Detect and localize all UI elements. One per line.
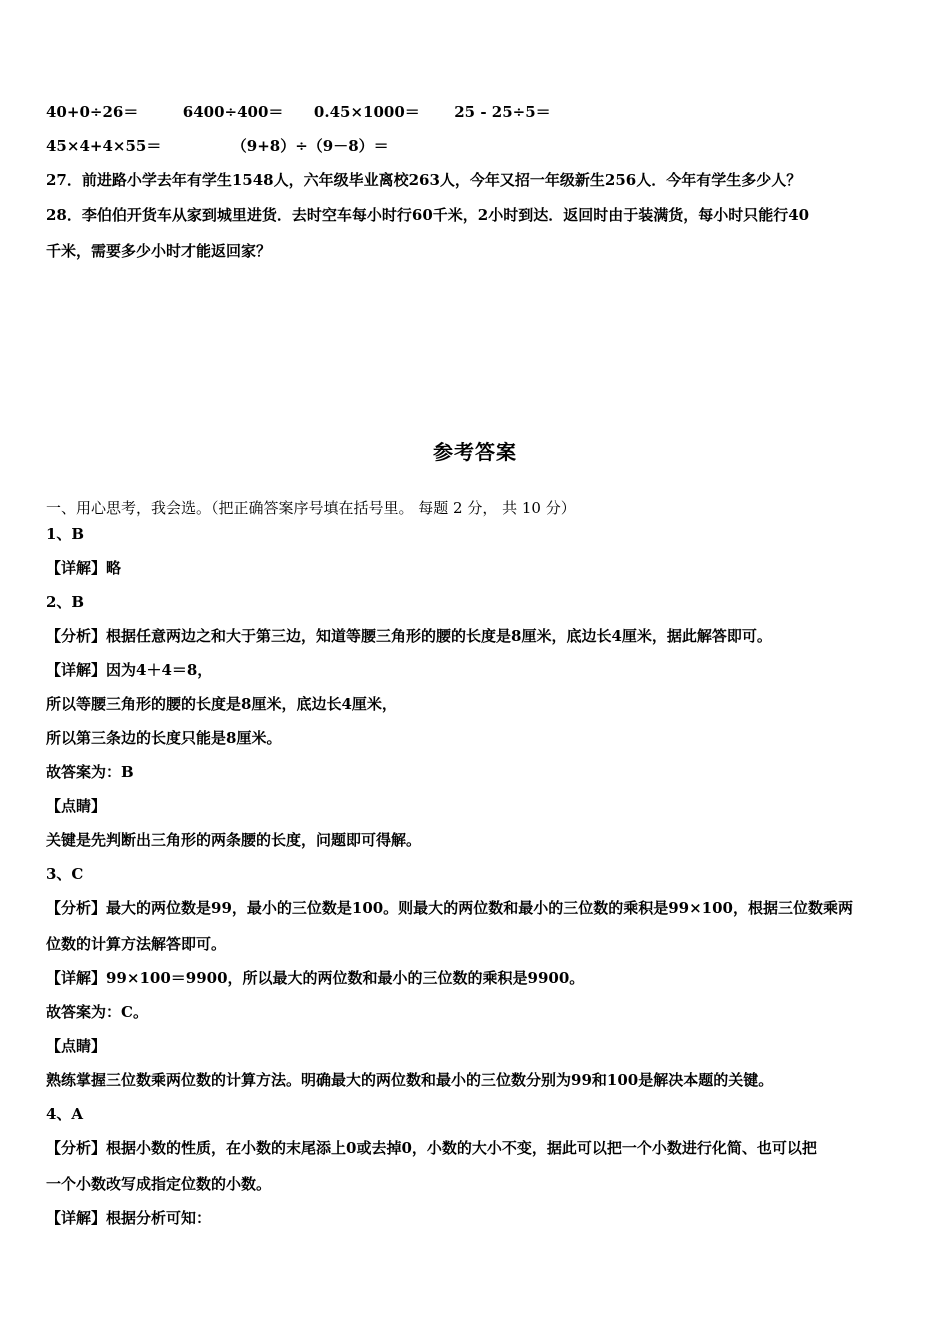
answer-line: 【分析】最大的两位数是99，最小的三位数是100。则最大的两位数和最小的三位数的乘积是99×100，根据三位数乘两 xyxy=(46,899,853,917)
section-1-heading: 一、用心思考，我会选。（把正确答案序号填在括号里。 每题 2 分， 共 10 分） xyxy=(46,499,576,517)
calc-item: 6400÷400＝ xyxy=(182,103,284,121)
answer-line: 【分析】根据任意两边之和大于第三边，知道等腰三角形的腰的长度是8厘米，底边长4厘米，据此解答即可。 xyxy=(46,627,772,645)
answer-line: 【详解】因为4＋4＝8， xyxy=(46,661,213,679)
answer-line: 故答案为：B xyxy=(46,763,134,781)
calc-row-2 xyxy=(46,136,389,156)
answer-line: 所以等腰三角形的腰的长度是8厘米，底边长4厘米， xyxy=(46,695,397,713)
calc-item: 25 - 25÷5＝ xyxy=(454,103,551,121)
answer-line: 3、C xyxy=(46,865,84,883)
answer-line: 【详解】根据分析可知： xyxy=(46,1209,212,1227)
answer-line: 熟练掌握三位数乘两位数的计算方法。明确最大的两位数和最小的三位数分别为99和100是解决本题的关键。 xyxy=(46,1071,774,1089)
answer-line: 关键是先判断出三角形的两条腰的长度，问题即可得解。 xyxy=(46,831,422,849)
answer-line: 所以第三条边的长度只能是8厘米。 xyxy=(46,729,282,747)
calc-item: 45×4+4×55＝ xyxy=(46,137,162,155)
calc-item: 0.45×1000＝ xyxy=(313,103,420,121)
question-28-line-1: 28．李伯伯开货车从家到城里进货．去时空车每小时行60千米，2小时到达．返回时由于装满货，每小时只能行40 xyxy=(46,206,810,224)
answer-line: 1、B xyxy=(46,525,85,543)
question-27: 27．前进路小学去年有学生1548人，六年级毕业离校263人，今年又招一年级新生256人．今年有学生多少人？ xyxy=(46,171,802,189)
answer-line: 【点睛】 xyxy=(46,797,107,815)
question-28-line-2: 千米，需要多少小时才能返回家？ xyxy=(46,242,272,260)
calc-item: （9+8）÷（9－8）＝ xyxy=(231,137,389,155)
answer-line: 一个小数改写成指定位数的小数。 xyxy=(46,1175,272,1193)
calc-item: 40+0÷26＝ xyxy=(46,103,139,121)
answer-line: 4、A xyxy=(46,1105,84,1123)
answer-line: 【分析】根据小数的性质，在小数的末尾添上0或去掉0，小数的大小不变，据此可以把一个小数进行化简、也可以把 xyxy=(46,1139,817,1157)
answer-line: 【详解】略 xyxy=(46,559,122,577)
calc-row-1 xyxy=(46,102,551,122)
answer-line: 故答案为：C。 xyxy=(46,1003,148,1021)
answer-line: 2、B xyxy=(46,593,85,611)
answer-line: 位数的计算方法解答即可。 xyxy=(46,935,227,953)
answers-title: 参考答案 xyxy=(433,440,517,464)
answer-line: 【详解】99×100＝9900，所以最大的两位数和最小的三位数的乘积是9900。 xyxy=(46,969,585,987)
answer-line: 【点睛】 xyxy=(46,1037,107,1055)
